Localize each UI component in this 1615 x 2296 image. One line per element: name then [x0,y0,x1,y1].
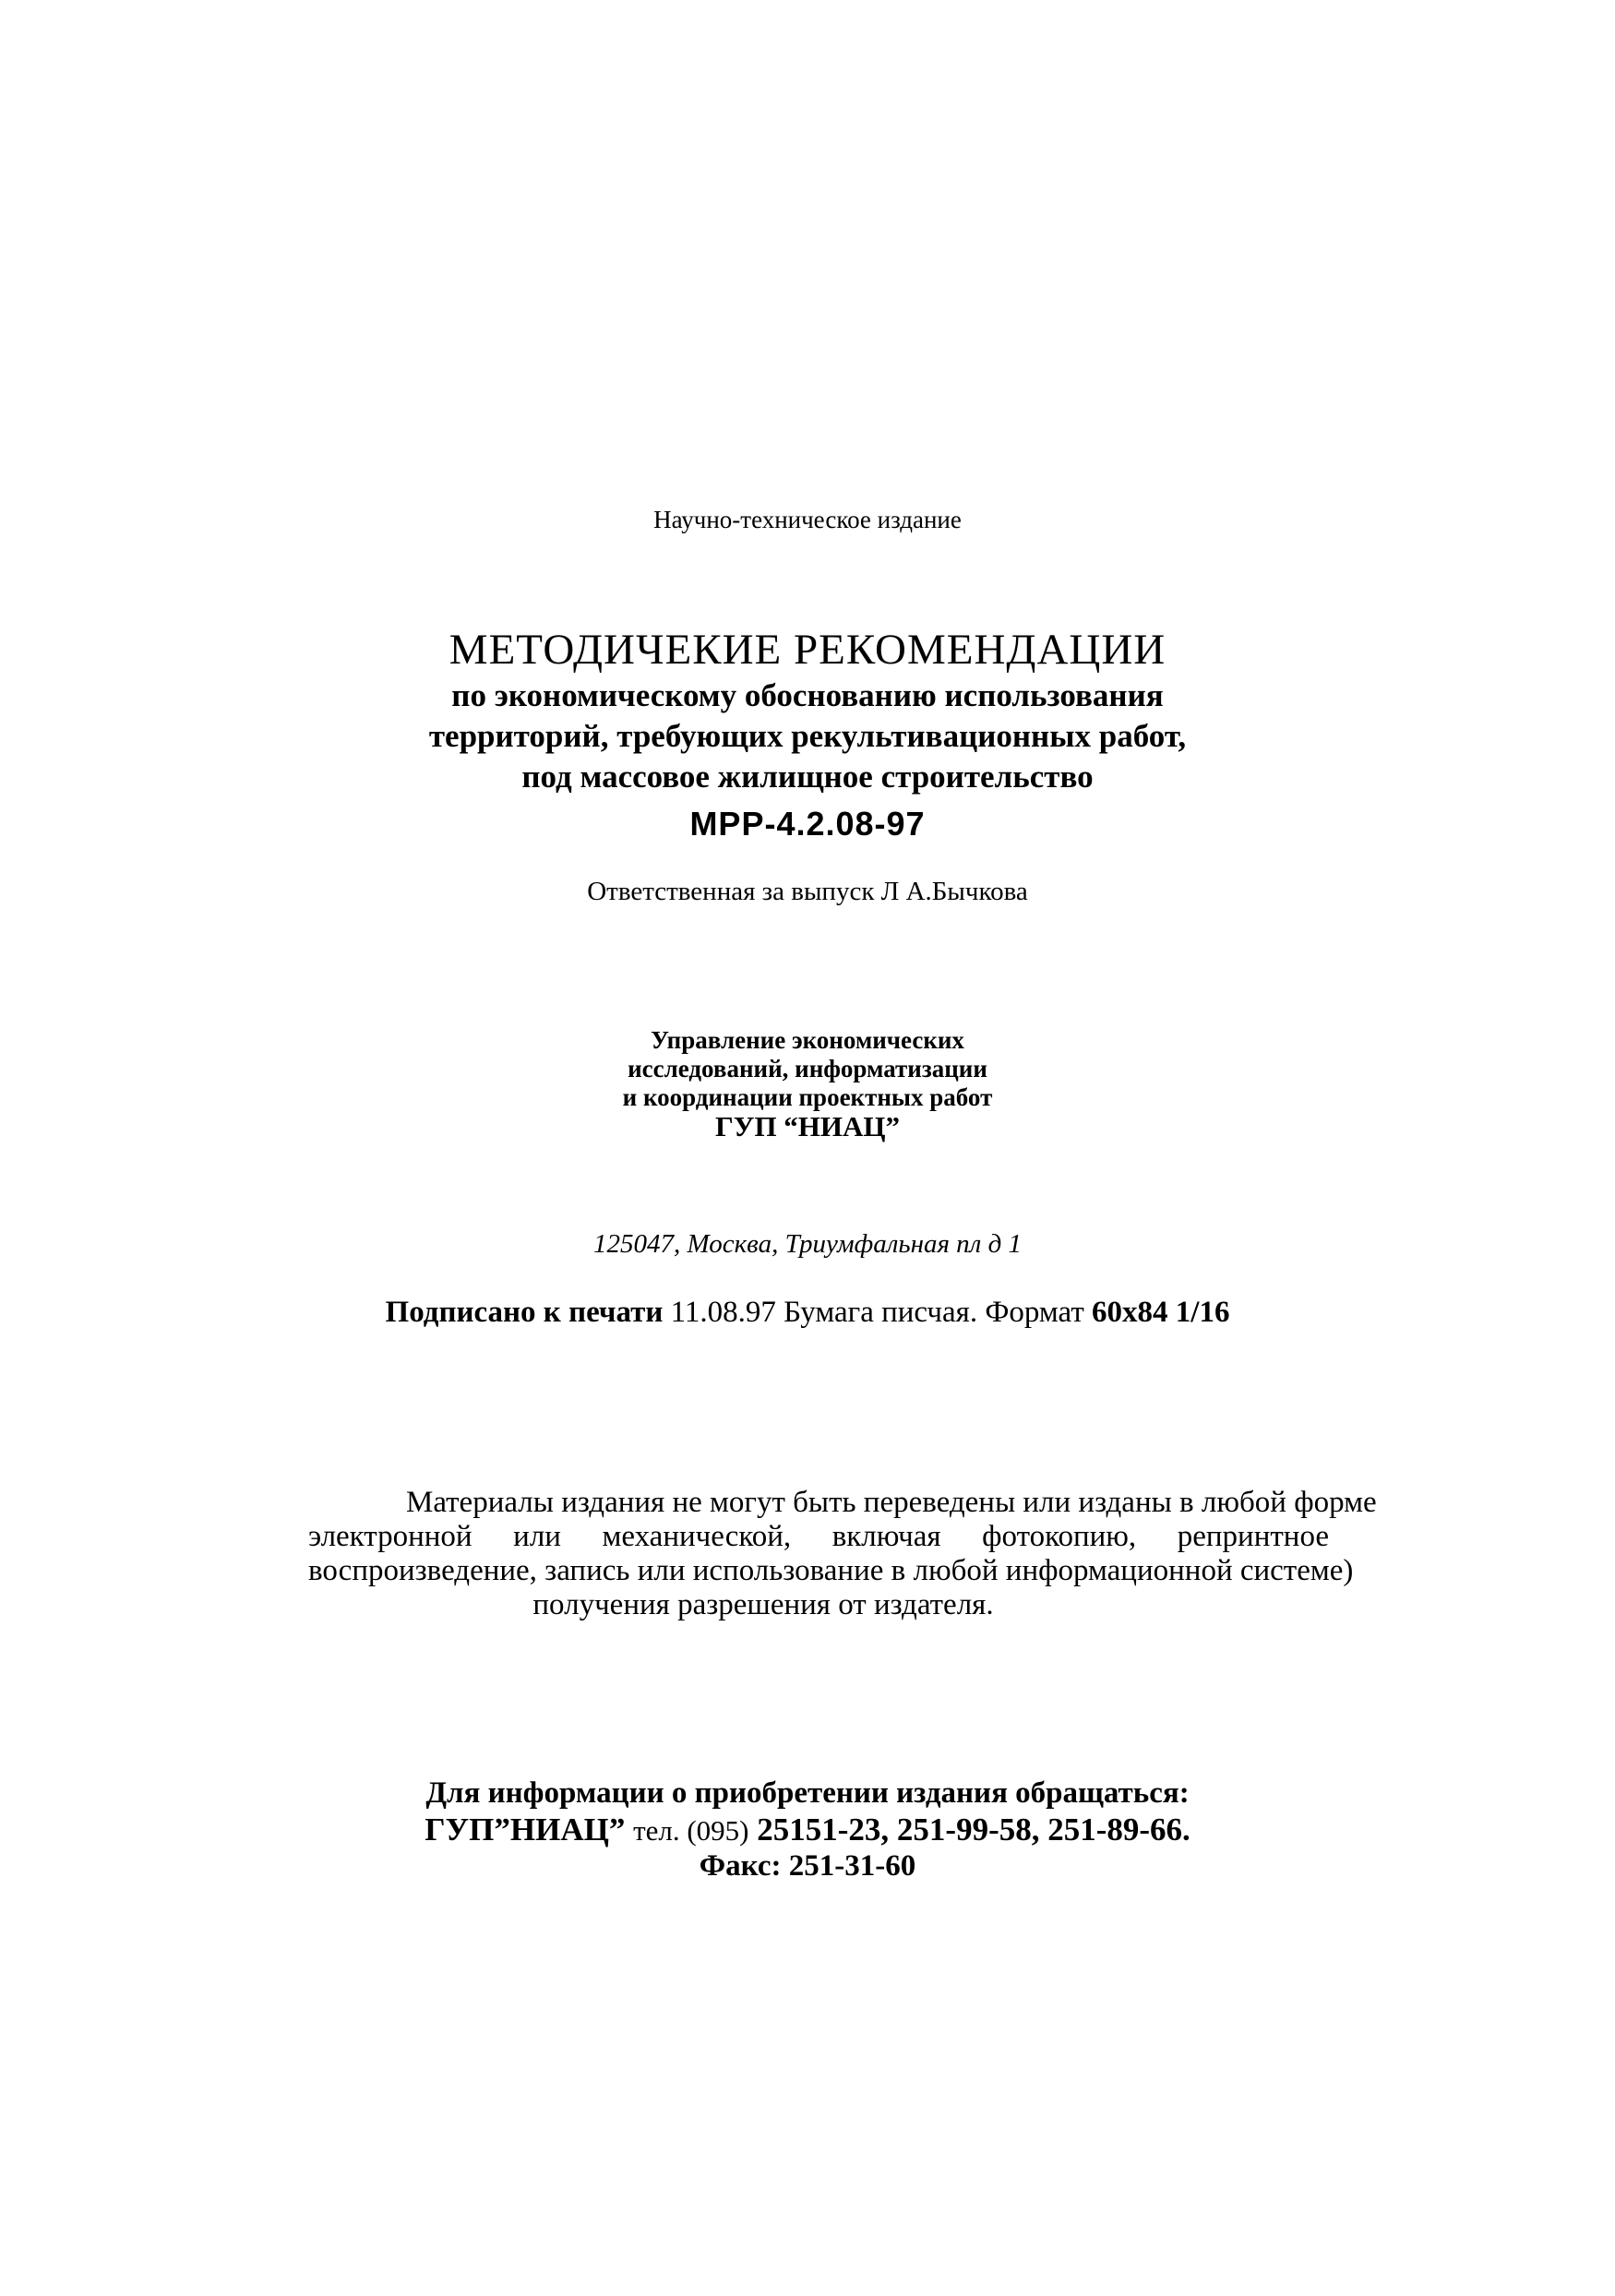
main-title: МЕТОДИЧЕКИЕ РЕКОМЕНДАЦИИ [449,626,1166,674]
rights-line-1: Материалы издания не могут быть переведены или изданы в любой форме [406,1486,1377,1519]
paper-format: 60x84 1/16 [1092,1296,1230,1329]
rights-line-4: получения разрешения от издателя. [532,1588,994,1621]
address: 125047, Москва, Триумфальная пл д 1 [593,1229,1022,1259]
responsible-person: Ответственная за выпуск Л А.Бычкова [587,877,1028,906]
print-info [0,1296,1615,1330]
contact-phone-line [0,1812,1615,1848]
document-code: МРР-4.2.08-97 [689,805,926,843]
date-paper: 11.08.97 Бумага писчая. Формат [670,1296,1084,1329]
rights-word: или [513,1520,561,1553]
signed-label: Подписано к печати [385,1296,664,1329]
rights-line-2 [308,1520,1329,1554]
department-line-3: и координации проектных работ [622,1083,993,1111]
contact-org: ГУП”НИАЦ” [425,1812,626,1848]
title-block [0,624,1615,797]
rights-line-3: воспроизведение, запись или использование в любой информационной системе) [308,1554,1354,1587]
rights-word: репринтное [1177,1520,1329,1553]
phone-label: тел. (095) [633,1814,749,1847]
edition-type: Научно-техническое издание [653,506,962,533]
department-block [0,1026,1615,1141]
rights-notice [308,1486,1377,1622]
department-line-2: исследований, информатизации [628,1055,987,1082]
subtitle-line-2: территорий, требующих рекультивационных работ, [428,718,1187,754]
department-org: ГУП “НИАЦ” [714,1110,901,1142]
contact-block [0,1776,1615,1884]
phone-numbers: 25151-23, 251-99-58, 251-89-66. [757,1812,1190,1848]
subtitle-line-3: под массовое жилищное строительство [521,759,1094,795]
contact-fax: Факс: 251-31-60 [699,1849,916,1883]
rights-word: включая [831,1520,941,1553]
rights-word: электронной [308,1520,473,1553]
rights-word: механической, [602,1520,792,1553]
department-line-1: Управление экономических [651,1026,964,1054]
contact-heading: Для информации о приобретении издания обращаться: [425,1776,1190,1810]
subtitle-line-1: по экономическому обоснованию использования [451,677,1164,713]
rights-word: фотокопию, [982,1520,1137,1553]
